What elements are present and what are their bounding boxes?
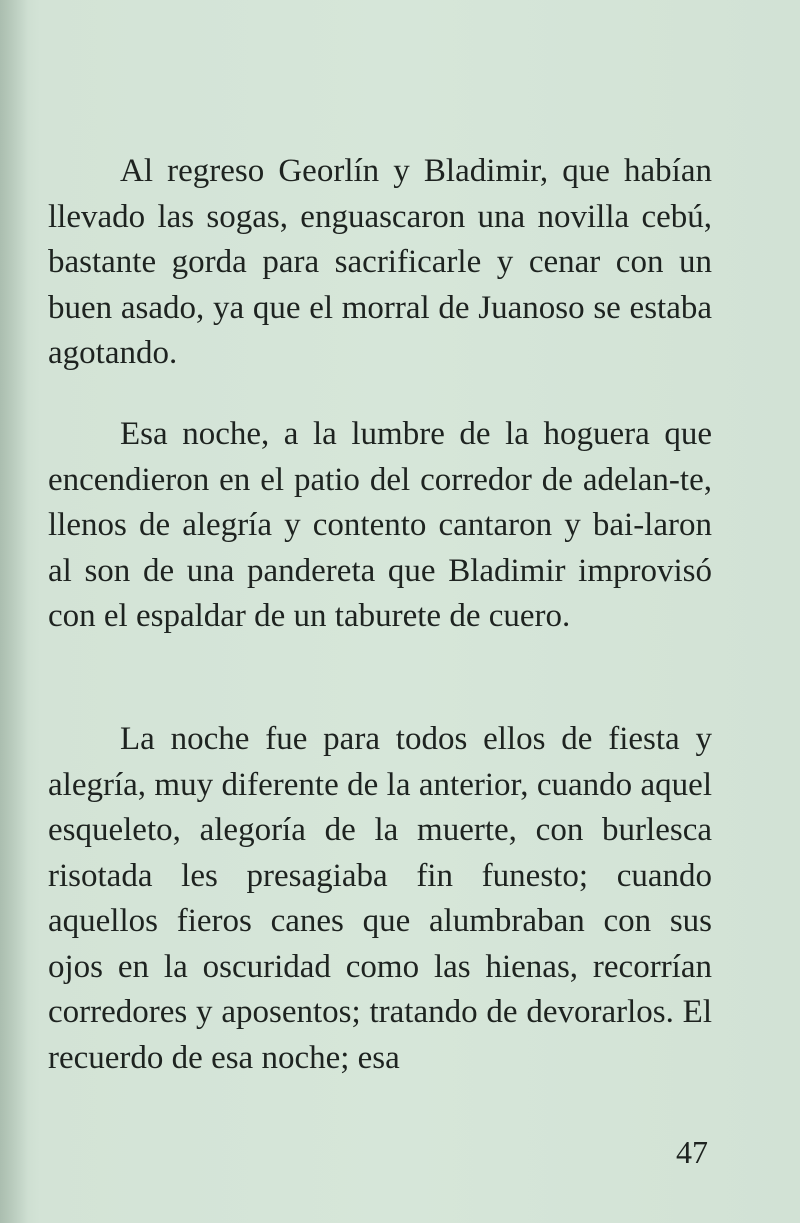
- paragraph-1: Al regreso Georlín y Bladimir, que habían llevado las sogas, enguascaron una novilla cebú, bastante gorda para sacrificarle y cenar con un buen asado, ya que el morral de Juanoso se estaba agotando.: [48, 153, 712, 371]
- page-number: 47: [676, 1134, 708, 1170]
- page-gutter-shadow: [0, 0, 28, 1223]
- paragraph-2: Esa noche, a la lumbre de la hoguera que encendieron en el patio del corredor de adelan-te, llenos de alegría y contento cantaron y bai-laron al son de una pandereta que Bladimir improvisó con el espaldar de un taburete de cuero.: [48, 416, 712, 634]
- paragraph-3: La noche fue para todos ellos de fiesta y alegría, muy diferente de la anterior, cuando aquel esqueleto, alegoría de la muerte, con burlesca risotada les presagiaba fin funesto; cuando aquellos fieros canes que alumbraban con sus ojos en la oscuridad como las hienas, recorrían corredores y aposentos; tratando de devorarlos. El recuerdo de esa noche; esa: [48, 721, 712, 1076]
